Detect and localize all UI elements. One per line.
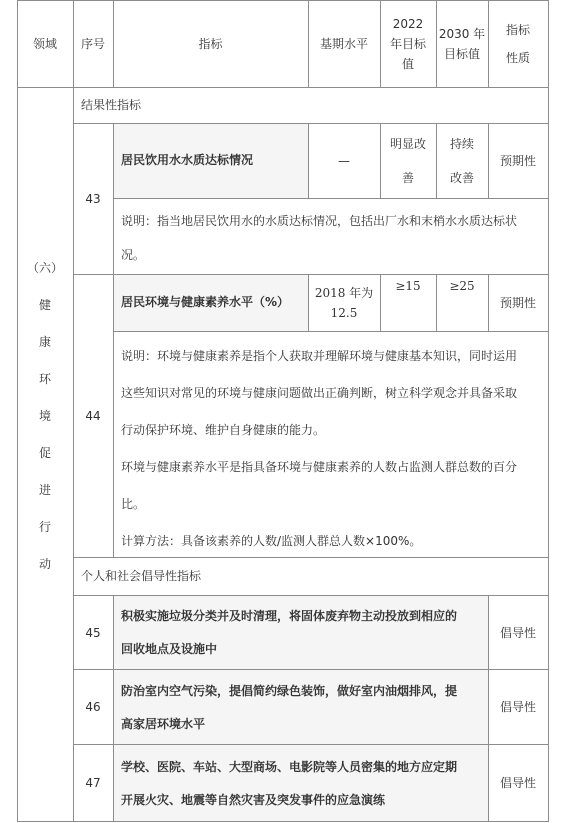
- indicator-table: [17, 0, 549, 822]
- row-43-seq: 43: [85, 192, 101, 206]
- row-44-note: 说明：环境与健康素养是指个人获取并理解环境与健康基本知识，同时运用 这些知识对常见的环境与健康问题做出正确判断，树立科学观念并具备采取 行动保护环境、维护自身健康的能力。 环境与健康素养水平是指具备环境与健康素养的人数占监测人群总数的百分 比。 计算方法：具备该素养的人数/监测人群总人数×100%。: [121, 349, 518, 548]
- row-43-target-2030: 持续 改善: [449, 136, 474, 185]
- row-44-nature: 预期性: [499, 295, 536, 310]
- domain-label: （六） 健 康 环 境 促 进 行 动: [26, 261, 63, 571]
- row-43-note: 说明：指当地居民饮用水的水质达标情况，包括出厂水和末梢水水质达标状 况。: [121, 214, 518, 262]
- grid-line: [73, 595, 549, 596]
- header-indicator: 指标: [198, 37, 223, 51]
- grid-line: [113, 595, 114, 822]
- grid-line: [113, 198, 549, 199]
- section-advocacy: 个人和社会倡导性指标: [81, 569, 202, 583]
- row-44-target-2022: ≥15: [395, 279, 421, 293]
- header-domain: 领域: [32, 37, 57, 51]
- row-45-nature: 倡导性: [499, 625, 536, 640]
- row-47-seq: 47: [85, 776, 101, 790]
- header-target-2022: 2022 年目标 值: [389, 17, 426, 71]
- grid-line: [73, 669, 549, 670]
- row-43-target-2022: 明显改 善: [389, 136, 426, 185]
- row-44-name: 居民环境与健康素养水平（%）: [121, 295, 290, 309]
- row-46-text: 防治室内空气污染，提倡简约绿色装饰，做好室内油烟排风，提 高家居环境水平: [121, 684, 458, 731]
- row-43-baseline: —: [338, 153, 350, 168]
- row-47-nature: 倡导性: [499, 776, 536, 790]
- row-46-seq: 46: [85, 700, 101, 714]
- grid-line: [548, 0, 549, 822]
- row-45-seq: 45: [85, 625, 101, 640]
- row-43-name: 居民饮用水水质达标情况: [121, 153, 254, 167]
- grid-line: [73, 744, 549, 745]
- row-44-seq: 44: [85, 409, 101, 423]
- row-44-baseline: 2018 年为 12.5: [314, 285, 374, 320]
- row-44-target-2030: ≥25: [449, 279, 475, 293]
- row-45-text: 积极实施垃圾分类并及时清理，将固体废弃物主动投放到相应的 回收地点及设施中: [121, 609, 458, 656]
- header-baseline: 基期水平: [319, 37, 368, 51]
- row-47-text: 学校、医院、车站、大型商场、电影院等人员密集的地方应定期 开展火灾、地震等自然灾害及突发事件的应急演练: [121, 760, 458, 807]
- grid-line: [113, 123, 114, 558]
- grid-line: [113, 331, 549, 332]
- header-nature: 指标 性质: [505, 23, 530, 65]
- section-outcome: 结果性指标: [81, 98, 142, 112]
- row-43-nature: 预期性: [499, 153, 536, 168]
- row-46-nature: 倡导性: [499, 700, 536, 714]
- header-seq: 序号: [80, 37, 105, 51]
- header-target-2030: 2030 年 目标值: [438, 27, 486, 61]
